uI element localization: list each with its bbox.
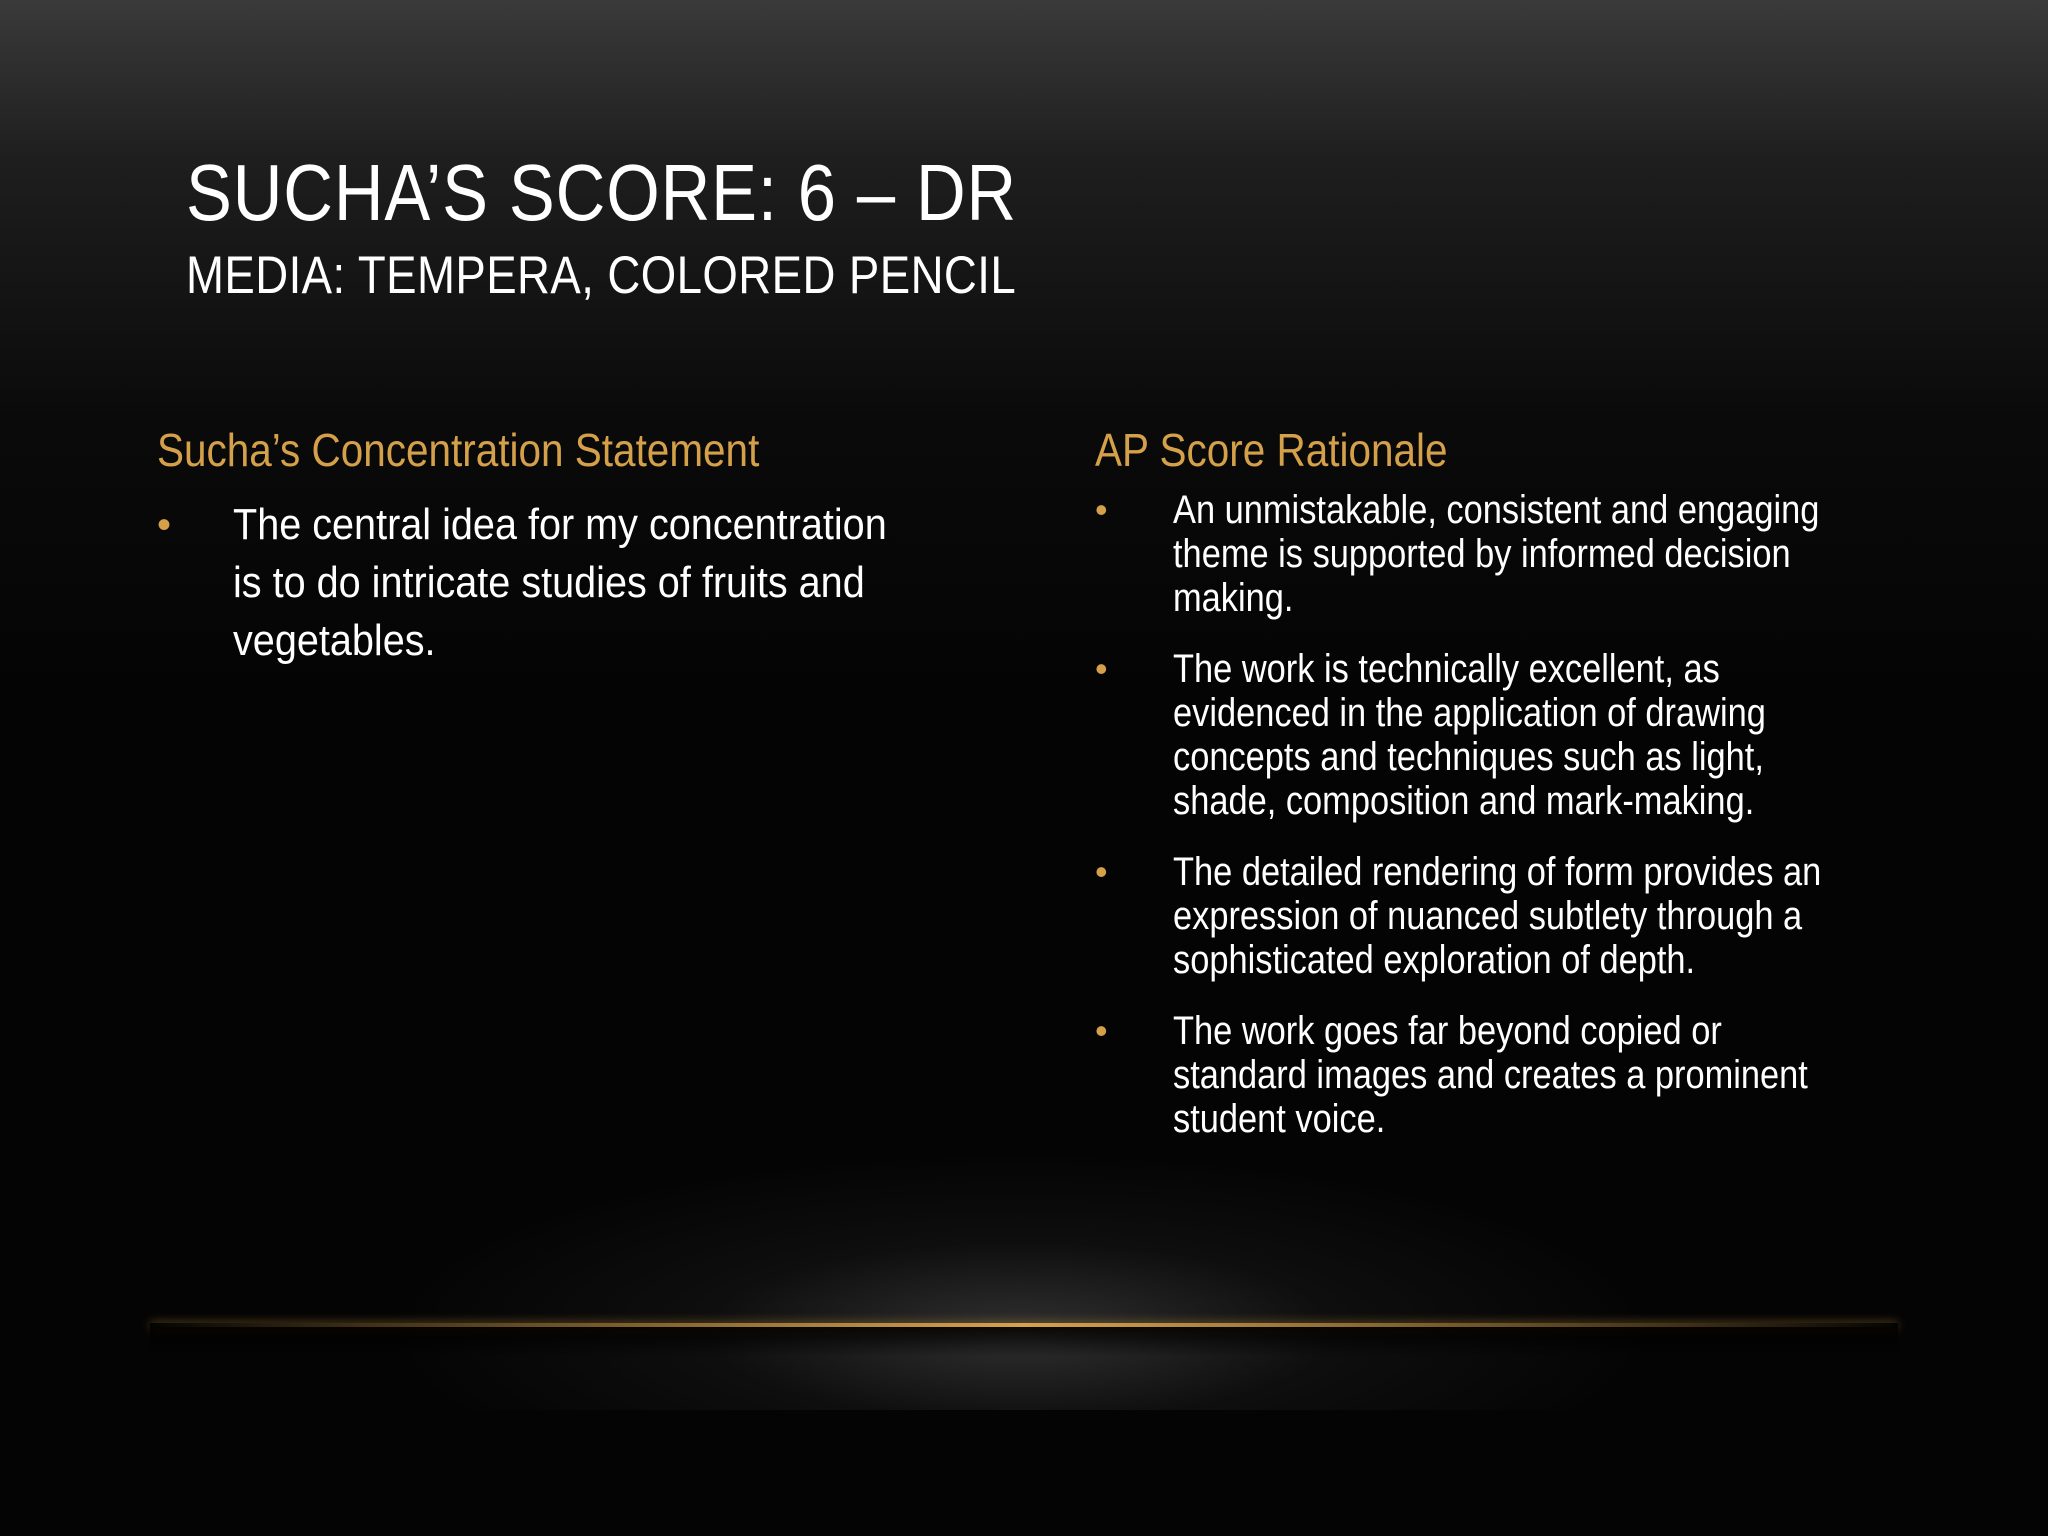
bullet-text: An unmistakable, consistent and engaging theme is supported by informed decision making. [1173, 488, 1820, 620]
score-rationale-column [1095, 420, 1925, 1168]
list-item [1095, 647, 1925, 823]
list-item [1095, 488, 1925, 620]
list-item [1095, 850, 1925, 982]
bullet-text: The central idea for my concentration is to do intricate studies of fruits and vegetables. [233, 500, 887, 665]
bullet-text: The detailed rendering of form provides an expression of nuanced subtlety through a sophisticated exploration of depth. [1173, 850, 1822, 982]
score-rationale-list [1095, 488, 1925, 1141]
concentration-statement-list [157, 496, 957, 670]
concentration-statement-column [157, 420, 957, 670]
bullet-dot-icon: • [1095, 1010, 1108, 1051]
title-block [186, 148, 1152, 308]
decorative-glow-haze [380, 1150, 1660, 1410]
bullet-dot-icon: • [157, 503, 172, 547]
bullet-dot-icon: • [1095, 851, 1108, 892]
bullet-text: The work is technically excellent, as evidenced in the application of drawing concepts and techniques such as light, shade, composition and mark-making. [1173, 647, 1766, 823]
list-item [1095, 1009, 1925, 1141]
bullet-dot-icon: • [1095, 648, 1108, 689]
slide-title: SUCHA’S SCORE: 6 – DR [186, 148, 1018, 237]
decorative-line-shadow [150, 1327, 1898, 1357]
bullet-text: The work goes far beyond copied or standard images and creates a prominent student voice. [1173, 1009, 1808, 1141]
concentration-statement-heading: Sucha’s Concentration Statement [157, 424, 760, 476]
bullet-dot-icon: • [1095, 489, 1108, 530]
score-rationale-heading: AP Score Rationale [1095, 424, 1448, 476]
list-item [157, 496, 957, 670]
slide-subtitle: MEDIA: TEMPERA, COLORED PENCIL [186, 246, 1017, 305]
